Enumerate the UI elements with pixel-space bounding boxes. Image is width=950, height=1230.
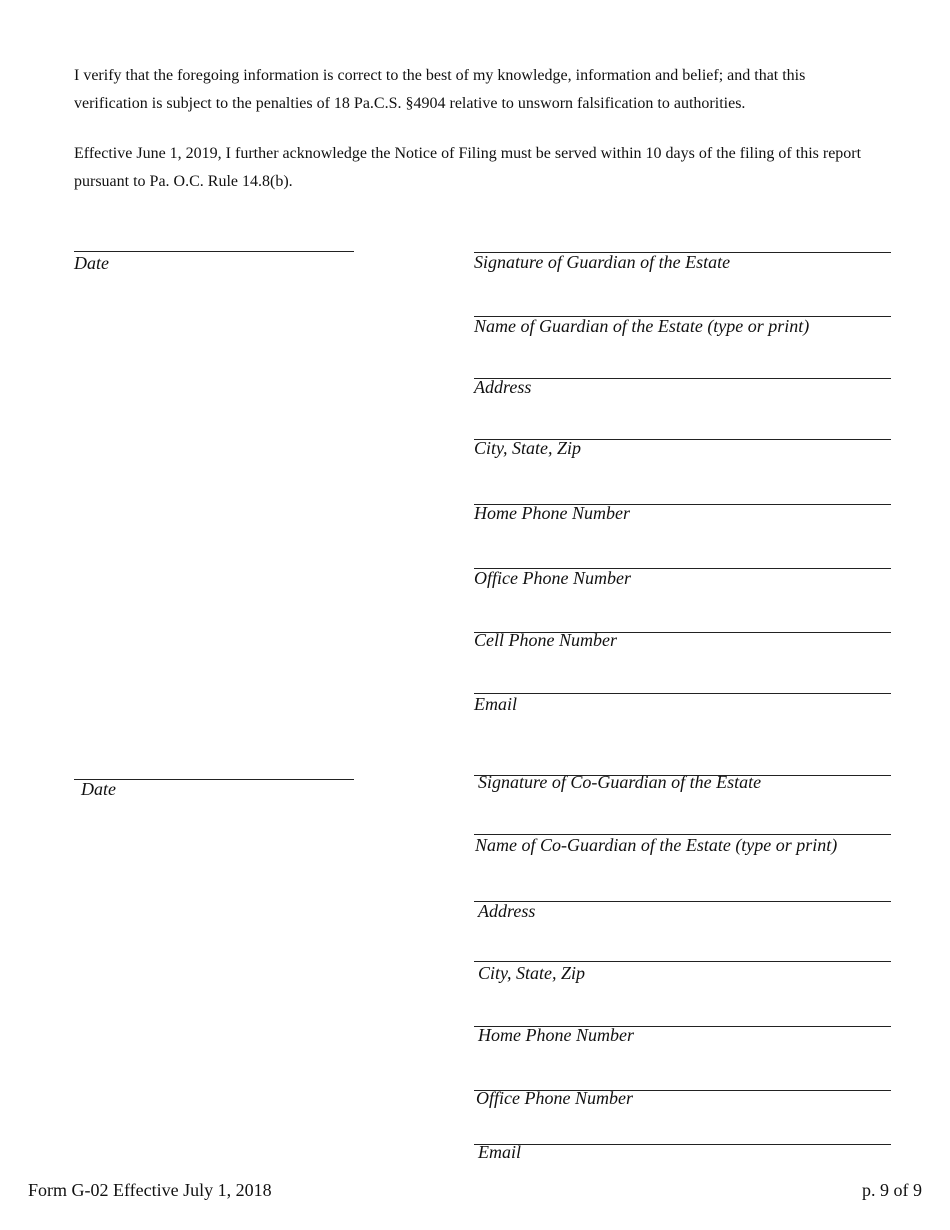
coguardian-signature-label: Signature of Co-Guardian of the Estate xyxy=(478,772,762,792)
coguardian-date-line[interactable] xyxy=(74,779,354,780)
coguardian-date-label: Date xyxy=(81,779,116,799)
coguardian-home-phone-label: Home Phone Number xyxy=(478,1025,634,1045)
coguardian-email-line[interactable] xyxy=(474,1144,891,1145)
notice-paragraph: Effective June 1, 2019, I further acknowledge the Notice of Filing must be served within 10 days of the filing of this report pursuant to Pa. O.C. Rule 14.8(b). xyxy=(74,145,862,190)
guardian-date-line[interactable] xyxy=(74,251,354,252)
guardian-email-line[interactable] xyxy=(474,693,891,694)
form-id-footer: Form G-02 Effective July 1, 2018 xyxy=(28,1180,272,1200)
guardian-home-phone-label: Home Phone Number xyxy=(474,503,630,523)
coguardian-name-label: Name of Co-Guardian of the Estate (type or print) xyxy=(475,835,838,855)
guardian-date-label: Date xyxy=(74,253,109,273)
guardian-signature-label: Signature of Guardian of the Estate xyxy=(474,252,731,272)
page-number: p. 9 of 9 xyxy=(862,1180,922,1200)
coguardian-city-label: City, State, Zip xyxy=(478,963,586,983)
coguardian-email-label: Email xyxy=(478,1142,521,1162)
guardian-email-label: Email xyxy=(474,694,517,714)
coguardian-city-line[interactable] xyxy=(474,961,891,962)
guardian-city-label: City, State, Zip xyxy=(474,438,582,458)
coguardian-address-label: Address xyxy=(478,901,536,921)
coguardian-office-phone-label: Office Phone Number xyxy=(476,1088,633,1108)
coguardian-address-line[interactable] xyxy=(474,901,891,902)
guardian-cell-phone-label: Cell Phone Number xyxy=(474,630,617,650)
verification-paragraph: I verify that the foregoing information is correct to the best of my knowledge, information and belief; and that this verification is subject to the penalties of 18 Pa.C.S. §4904 relative to unsworn falsification to authorities. xyxy=(74,67,806,112)
guardian-address-line[interactable] xyxy=(474,378,891,379)
guardian-name-label: Name of Guardian of the Estate (type or print) xyxy=(474,316,810,336)
guardian-address-label: Address xyxy=(474,377,532,397)
guardian-office-phone-label: Office Phone Number xyxy=(474,568,631,588)
